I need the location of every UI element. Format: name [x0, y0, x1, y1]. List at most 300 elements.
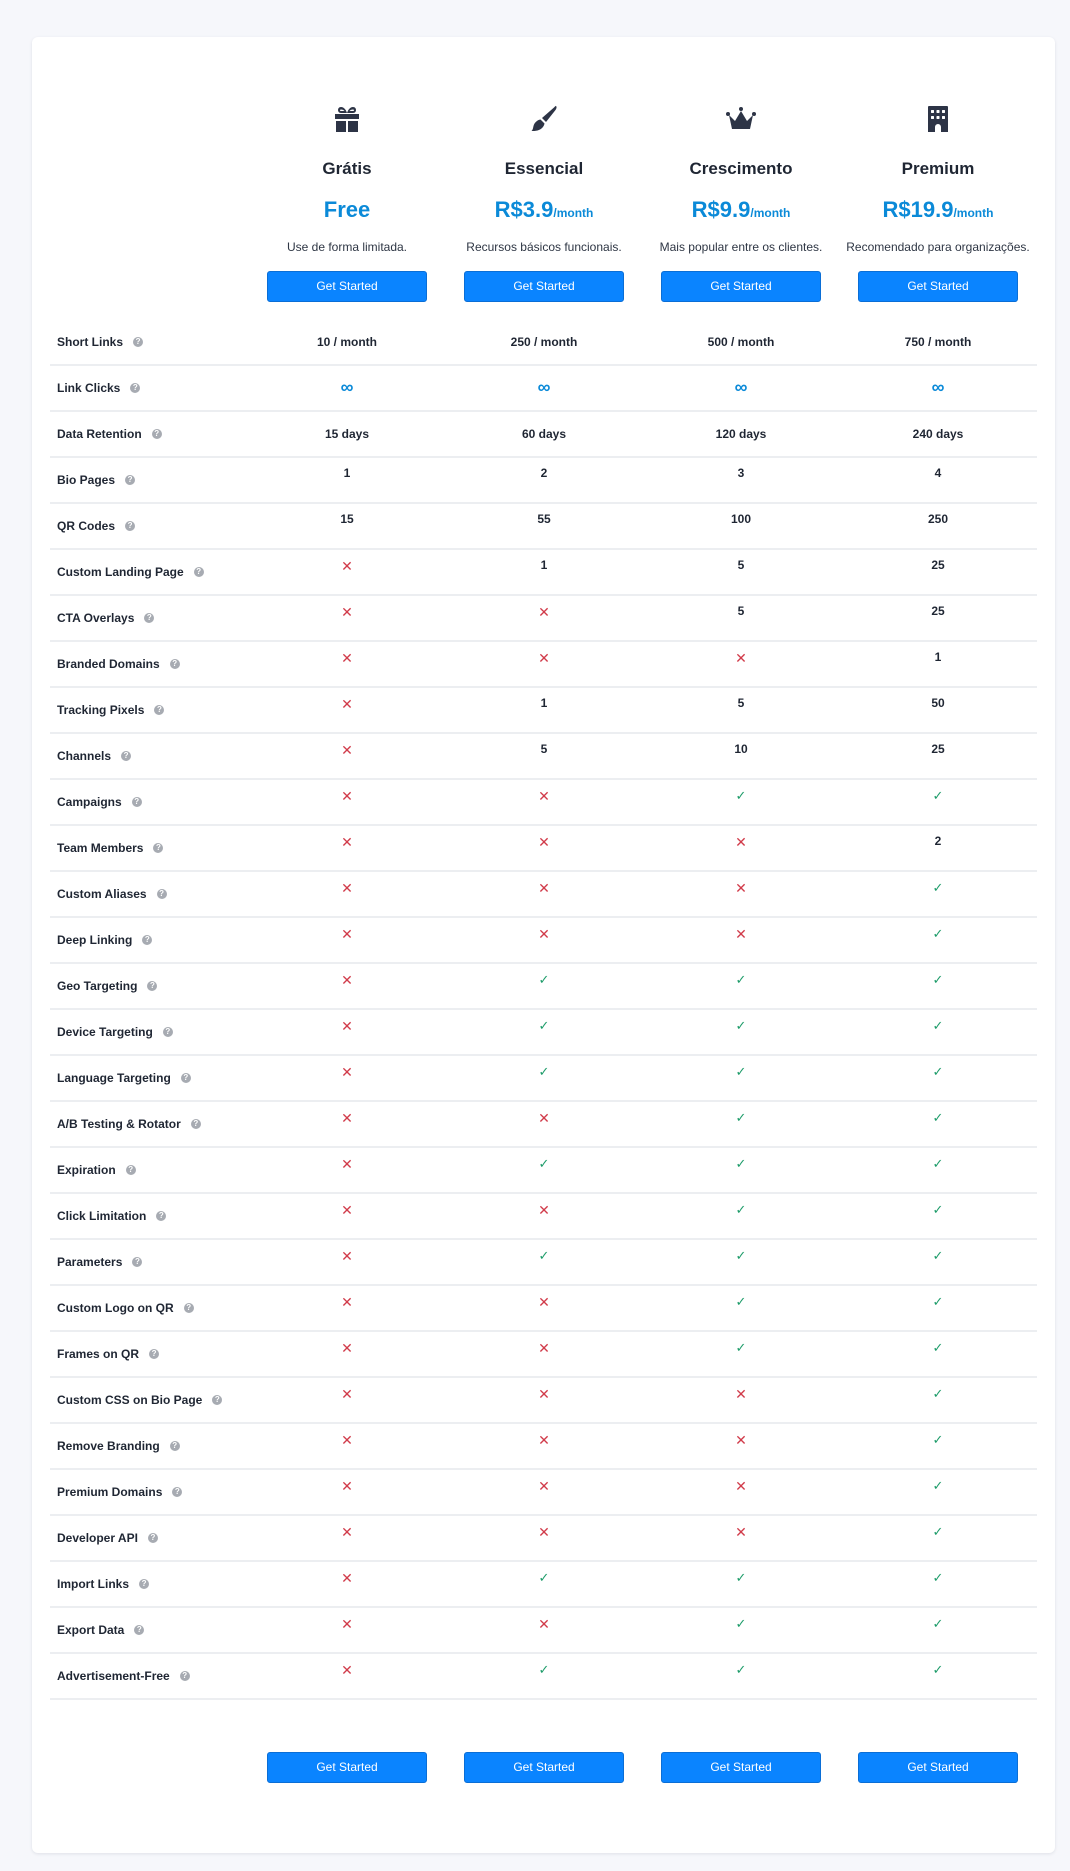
plan-cell	[446, 1194, 643, 1238]
table-row	[50, 1562, 1037, 1608]
cross-icon: ✕	[735, 926, 747, 942]
cross-icon: ✕	[341, 1570, 353, 1586]
feature-label: Premium Domains ?	[57, 1470, 182, 1514]
help-icon[interactable]: ?	[142, 935, 152, 945]
help-icon[interactable]: ?	[125, 475, 135, 485]
table-row	[50, 872, 1037, 918]
plan-cell	[840, 1562, 1037, 1606]
plan-cell	[840, 734, 1037, 778]
table-row	[50, 1378, 1037, 1424]
price-period: /month	[750, 206, 791, 220]
table-row	[50, 596, 1037, 642]
plan-cell	[249, 1194, 446, 1238]
feature-value: 15	[340, 512, 354, 526]
plan-cell	[840, 826, 1037, 870]
check-icon: ✓	[538, 1156, 550, 1171]
table-row	[50, 1516, 1037, 1562]
plan-cell	[840, 550, 1037, 594]
feature-value: 2	[934, 834, 942, 848]
cross-icon: ✕	[341, 926, 353, 942]
feature-label: Click Limitation ?	[57, 1194, 166, 1238]
cross-icon: ✕	[341, 650, 353, 666]
feature-value: 25	[931, 604, 945, 618]
plan-cell	[249, 1562, 446, 1606]
cross-icon: ✕	[341, 604, 353, 620]
feature-label: Bio Pages ?	[57, 458, 135, 502]
get-started-button[interactable]: Get Started	[267, 271, 427, 302]
plan-cell	[249, 734, 446, 778]
get-started-button[interactable]: Get Started	[858, 271, 1018, 302]
get-started-button-bottom[interactable]: Get Started	[661, 1752, 821, 1783]
pricing-card	[32, 37, 1055, 1853]
feature-label: Custom Logo on QR ?	[57, 1286, 194, 1330]
cross-icon: ✕	[538, 1110, 550, 1126]
plan-cell	[643, 1562, 840, 1606]
plan-cell	[643, 550, 840, 594]
plan-cell	[249, 1240, 446, 1284]
cross-icon: ✕	[341, 1064, 353, 1080]
check-icon: ✓	[932, 1064, 944, 1079]
help-icon[interactable]: ?	[194, 567, 204, 577]
check-icon: ✓	[538, 1570, 550, 1585]
get-started-button-bottom[interactable]: Get Started	[464, 1752, 624, 1783]
cross-icon: ✕	[538, 1616, 550, 1632]
infinity-icon: ∞	[931, 377, 945, 397]
plan-cell	[249, 1608, 446, 1652]
plan-price: R$3.9/month	[494, 197, 594, 222]
table-row	[50, 1148, 1037, 1194]
feature-value: 10 / month	[316, 335, 377, 349]
plan-cell	[249, 780, 446, 824]
help-icon[interactable]: ?	[170, 1441, 180, 1451]
plan-cell	[643, 412, 840, 456]
plan-cell	[643, 1608, 840, 1652]
check-icon: ✓	[932, 972, 944, 987]
plan-cell	[446, 1378, 643, 1422]
help-icon[interactable]: ?	[152, 429, 162, 439]
plan-cell	[643, 1424, 840, 1468]
feature-value: 1	[343, 466, 351, 480]
cross-icon: ✕	[538, 1340, 550, 1356]
check-icon: ✓	[735, 1156, 747, 1171]
plan-cell	[249, 688, 446, 732]
feature-value: 3	[737, 466, 745, 480]
plan-cell	[840, 412, 1037, 456]
feature-value: 1	[540, 696, 548, 710]
feature-label: Frames on QR ?	[57, 1332, 159, 1376]
table-row	[50, 1286, 1037, 1332]
check-icon: ✓	[735, 1662, 747, 1677]
plan-cell	[643, 504, 840, 548]
help-icon[interactable]: ?	[130, 383, 140, 393]
table-row	[50, 504, 1037, 550]
feature-value: 55	[537, 512, 551, 526]
feature-value: 2	[540, 466, 548, 480]
plan-cell	[446, 734, 643, 778]
plan-cell	[249, 918, 446, 962]
plan-cell	[249, 1470, 446, 1514]
plan-cell	[643, 1332, 840, 1376]
help-icon[interactable]: ?	[154, 705, 164, 715]
table-row	[50, 642, 1037, 688]
plan-cell	[643, 1378, 840, 1422]
plan-cell	[249, 642, 446, 686]
help-icon[interactable]: ?	[125, 521, 135, 531]
check-icon: ✓	[932, 788, 944, 803]
plan-cell	[643, 964, 840, 1008]
plan-cell	[446, 1424, 643, 1468]
plan-cell	[840, 1056, 1037, 1100]
get-started-button[interactable]: Get Started	[661, 271, 821, 302]
help-icon[interactable]: ?	[126, 1165, 136, 1175]
cross-icon: ✕	[538, 788, 550, 804]
feature-value: 15 days	[324, 427, 370, 441]
feature-label: Channels ?	[57, 734, 131, 778]
help-icon[interactable]: ?	[184, 1303, 194, 1313]
plan-description: Mais popular entre os clientes.	[659, 240, 823, 254]
plan-cell	[249, 1332, 446, 1376]
plan-cell	[249, 1424, 446, 1468]
plan-price: R$9.9/month	[691, 197, 791, 222]
check-icon: ✓	[932, 1110, 944, 1125]
check-icon: ✓	[932, 926, 944, 941]
check-icon: ✓	[735, 1202, 747, 1217]
feature-value: 120 days	[715, 427, 767, 441]
plan-cell	[249, 596, 446, 640]
plan-cell	[446, 1286, 643, 1330]
plan-cell	[840, 1608, 1037, 1652]
check-icon: ✓	[932, 1386, 944, 1401]
plan-cell	[446, 1010, 643, 1054]
plan-cell	[643, 1010, 840, 1054]
feature-label: Device Targeting ?	[57, 1010, 173, 1054]
plan-cell	[446, 366, 643, 410]
feature-label: QR Codes ?	[57, 504, 135, 548]
cross-icon: ✕	[341, 1110, 353, 1126]
table-row	[50, 826, 1037, 872]
feature-value: 240 days	[912, 427, 964, 441]
feature-label: Deep Linking ?	[57, 918, 152, 962]
feature-value: 4	[934, 466, 942, 480]
check-icon: ✓	[932, 1202, 944, 1217]
plan-cell	[840, 320, 1037, 364]
get-started-button-bottom[interactable]: Get Started	[858, 1752, 1018, 1783]
feature-value: 100	[730, 512, 752, 526]
plan-cell	[840, 688, 1037, 732]
cross-icon: ✕	[341, 696, 353, 712]
feature-value: 250 / month	[510, 335, 578, 349]
plan-description: Recomendado para organizações.	[846, 240, 1030, 254]
table-row	[50, 1194, 1037, 1240]
check-icon: ✓	[932, 1478, 944, 1493]
plan-cell	[840, 504, 1037, 548]
feature-label: Advertisement-Free ?	[57, 1654, 190, 1698]
cross-icon: ✕	[341, 1616, 353, 1632]
plan-cell	[446, 412, 643, 456]
cross-icon: ✕	[341, 1524, 353, 1540]
plan-cell	[446, 320, 643, 364]
cross-icon: ✕	[341, 834, 353, 850]
plan-cell	[249, 1654, 446, 1698]
help-icon[interactable]: ?	[181, 1073, 191, 1083]
plan-cell	[840, 596, 1037, 640]
plan-cell	[643, 918, 840, 962]
plan-cell	[643, 780, 840, 824]
feature-label: Team Members ?	[57, 826, 163, 870]
feature-value: 5	[737, 558, 745, 572]
check-icon: ✓	[932, 1432, 944, 1447]
help-icon[interactable]: ?	[163, 1027, 173, 1037]
plan-cell	[446, 504, 643, 548]
cross-icon: ✕	[735, 1386, 747, 1402]
plan-cell	[446, 458, 643, 502]
feature-label: Geo Targeting ?	[57, 964, 157, 1008]
help-icon[interactable]: ?	[157, 889, 167, 899]
get-started-button-bottom[interactable]: Get Started	[267, 1752, 427, 1783]
plan-cell	[249, 320, 446, 364]
feature-value: 500 / month	[707, 335, 775, 349]
plan-cell	[643, 1516, 840, 1560]
plan-cell	[249, 1286, 446, 1330]
feature-value: 1	[934, 650, 942, 664]
feature-value: 60 days	[521, 427, 567, 441]
plan-cell	[643, 458, 840, 502]
table-row	[50, 1470, 1037, 1516]
check-icon: ✓	[932, 1340, 944, 1355]
table-row	[50, 688, 1037, 734]
feature-label: Parameters ?	[57, 1240, 142, 1284]
plan-cell	[446, 596, 643, 640]
plan-cell	[643, 1654, 840, 1698]
table-row	[50, 1608, 1037, 1654]
feature-value: 25	[931, 558, 945, 572]
plan-cell	[840, 458, 1037, 502]
plan-cell	[840, 1332, 1037, 1376]
help-icon[interactable]: ?	[121, 751, 131, 761]
plan-cell	[840, 366, 1037, 410]
plan-cell	[249, 412, 446, 456]
help-icon[interactable]: ?	[148, 1533, 158, 1543]
feature-label: Developer API ?	[57, 1516, 158, 1560]
plan-cell	[446, 688, 643, 732]
cross-icon: ✕	[538, 880, 550, 896]
plan-cell	[446, 918, 643, 962]
plan-cell	[643, 1286, 840, 1330]
help-icon[interactable]: ?	[172, 1487, 182, 1497]
plan-cell	[840, 1424, 1037, 1468]
help-icon[interactable]: ?	[212, 1395, 222, 1405]
table-row	[50, 320, 1037, 366]
paint-brush-icon	[527, 102, 561, 136]
cross-icon: ✕	[341, 742, 353, 758]
plan-cell	[446, 1332, 643, 1376]
feature-label: Link Clicks ?	[57, 366, 140, 410]
table-row	[50, 1056, 1037, 1102]
check-icon: ✓	[932, 1570, 944, 1585]
plan-cell	[446, 1562, 643, 1606]
plan-cell	[446, 780, 643, 824]
cross-icon: ✕	[341, 1662, 353, 1678]
cross-icon: ✕	[538, 1524, 550, 1540]
plan-cell	[249, 1378, 446, 1422]
plan-cell	[840, 1286, 1037, 1330]
check-icon: ✓	[735, 972, 747, 987]
help-icon[interactable]: ?	[147, 981, 157, 991]
plan-cell	[446, 964, 643, 1008]
plan-cell	[643, 320, 840, 364]
cross-icon: ✕	[735, 650, 747, 666]
table-row	[50, 1424, 1037, 1470]
cross-icon: ✕	[735, 1524, 747, 1540]
plan-cell	[840, 1516, 1037, 1560]
plan-cell	[643, 1470, 840, 1514]
plan-cell	[249, 1056, 446, 1100]
plan-cell	[249, 458, 446, 502]
feature-value: 50	[931, 696, 945, 710]
help-icon[interactable]: ?	[134, 1625, 144, 1635]
table-row	[50, 412, 1037, 458]
plan-description: Recursos básicos funcionais.	[466, 240, 622, 254]
help-icon[interactable]: ?	[132, 1257, 142, 1267]
plan-cell	[643, 1102, 840, 1146]
plan-price: R$19.9/month	[882, 197, 994, 222]
check-icon: ✓	[932, 1156, 944, 1171]
plan-cell	[840, 1102, 1037, 1146]
crown-icon	[724, 102, 758, 136]
plan-cell	[446, 826, 643, 870]
table-row	[50, 780, 1037, 826]
plan-cell	[643, 734, 840, 778]
check-icon: ✓	[538, 1018, 550, 1033]
table-row	[50, 366, 1037, 412]
help-icon[interactable]: ?	[153, 843, 163, 853]
infinity-icon: ∞	[340, 377, 354, 397]
help-icon[interactable]: ?	[139, 1579, 149, 1589]
footer-cta-row	[32, 1752, 1055, 1783]
help-icon[interactable]: ?	[144, 613, 154, 623]
plan-cell	[840, 642, 1037, 686]
table-row	[50, 964, 1037, 1010]
plan-name: Grátis	[322, 159, 372, 178]
check-icon: ✓	[538, 1248, 550, 1263]
feature-label: Remove Branding ?	[57, 1424, 180, 1468]
plan-cell	[643, 642, 840, 686]
cross-icon: ✕	[341, 1202, 353, 1218]
feature-value: 5	[540, 742, 548, 756]
cross-icon: ✕	[538, 650, 550, 666]
plan-cell	[840, 872, 1037, 916]
feature-label: Import Links ?	[57, 1562, 149, 1606]
help-icon[interactable]: ?	[133, 337, 143, 347]
plan-cell	[840, 1148, 1037, 1192]
cross-icon: ✕	[538, 1478, 550, 1494]
check-icon: ✓	[538, 1064, 550, 1079]
cross-icon: ✕	[341, 1432, 353, 1448]
check-icon: ✓	[735, 1110, 747, 1125]
cross-icon: ✕	[538, 926, 550, 942]
plan-cell	[643, 1148, 840, 1192]
get-started-button[interactable]: Get Started	[464, 271, 624, 302]
plan-cell	[249, 550, 446, 594]
cross-icon: ✕	[538, 834, 550, 850]
check-icon: ✓	[735, 1248, 747, 1263]
plan-cell	[840, 1240, 1037, 1284]
plan-cell	[840, 1194, 1037, 1238]
help-icon[interactable]: ?	[132, 797, 142, 807]
check-icon: ✓	[932, 1018, 944, 1033]
cross-icon: ✕	[735, 880, 747, 896]
feature-value: 5	[737, 696, 745, 710]
cross-icon: ✕	[538, 1294, 550, 1310]
feature-comparison-table	[50, 320, 1037, 1700]
feature-label: Tracking Pixels ?	[57, 688, 164, 732]
help-icon[interactable]: ?	[170, 659, 180, 669]
feature-label: A/B Testing & Rotator ?	[57, 1102, 201, 1146]
help-icon[interactable]: ?	[149, 1349, 159, 1359]
plan-cell	[446, 1608, 643, 1652]
feature-label: Branded Domains ?	[57, 642, 180, 686]
feature-value: 25	[931, 742, 945, 756]
feature-label: Data Retention ?	[57, 412, 162, 456]
gift-icon	[330, 102, 364, 136]
table-row	[50, 458, 1037, 504]
plan-cell	[249, 1516, 446, 1560]
infinity-icon: ∞	[734, 377, 748, 397]
feature-value: 750 / month	[904, 335, 972, 349]
feature-value: 250	[927, 512, 949, 526]
cross-icon: ✕	[341, 1248, 353, 1264]
plan-cell	[643, 1056, 840, 1100]
check-icon: ✓	[735, 788, 747, 803]
cross-icon: ✕	[341, 558, 353, 574]
help-icon[interactable]: ?	[156, 1211, 166, 1221]
price-period: /month	[953, 206, 994, 220]
plan-cell	[446, 642, 643, 686]
feature-label: Campaigns ?	[57, 780, 142, 824]
cross-icon: ✕	[735, 1432, 747, 1448]
cross-icon: ✕	[538, 1202, 550, 1218]
plan-cell	[643, 596, 840, 640]
check-icon: ✓	[735, 1340, 747, 1355]
plan-cell	[249, 504, 446, 548]
plan-cell	[446, 872, 643, 916]
cross-icon: ✕	[538, 1386, 550, 1402]
plan-cell	[840, 1654, 1037, 1698]
check-icon: ✓	[735, 1018, 747, 1033]
feature-label: Export Data ?	[57, 1608, 144, 1652]
plan-cell	[446, 1148, 643, 1192]
plan-cell	[840, 1010, 1037, 1054]
check-icon: ✓	[735, 1294, 747, 1309]
help-icon[interactable]: ?	[180, 1671, 190, 1681]
cross-icon: ✕	[735, 1478, 747, 1494]
infinity-icon: ∞	[537, 377, 551, 397]
plan-cell	[249, 964, 446, 1008]
plan-cell	[643, 1194, 840, 1238]
table-row	[50, 734, 1037, 780]
cross-icon: ✕	[341, 1018, 353, 1034]
table-row	[50, 918, 1037, 964]
plan-cell	[446, 1654, 643, 1698]
cross-icon: ✕	[341, 1340, 353, 1356]
check-icon: ✓	[735, 1064, 747, 1079]
plan-name: Premium	[901, 159, 975, 178]
plan-cell	[446, 1470, 643, 1514]
plan-cell	[249, 1102, 446, 1146]
help-icon[interactable]: ?	[191, 1119, 201, 1129]
plan-cell	[446, 550, 643, 594]
feature-value: 1	[540, 558, 548, 572]
